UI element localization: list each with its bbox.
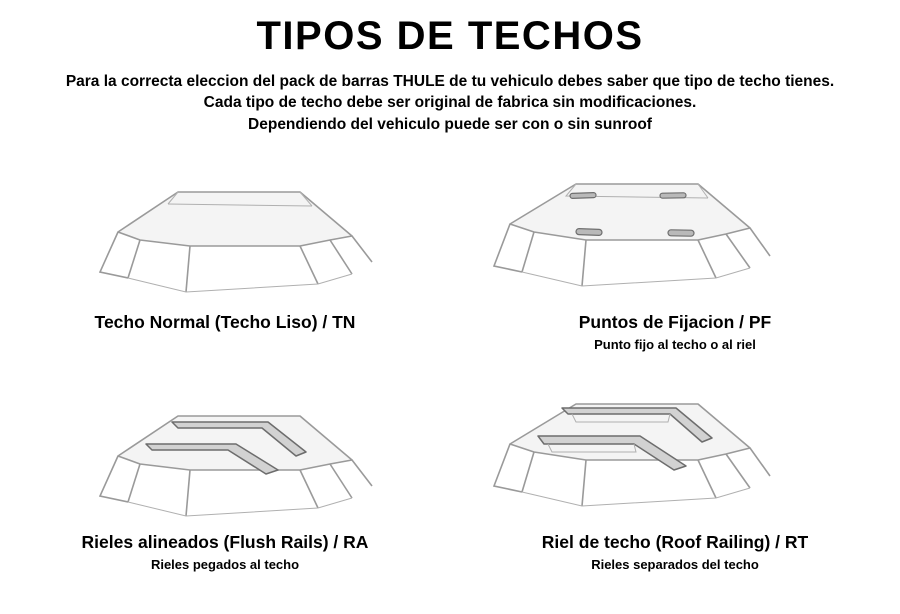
page-title: TIPOS DE TECHOS: [256, 14, 644, 58]
roof-type-grid: [0, 162, 900, 602]
roof-type-caption-ra: Rieles alineados (Flush Rails) / RA: [81, 532, 369, 552]
roof-type-card-pf: [450, 162, 900, 382]
subtitle-line-2: Cada tipo de techo debe ser original de fabrica sin modificaciones.: [203, 94, 697, 112]
subtitle-line-1: Para la correcta eleccion del pack de barras THULE de tu vehiculo debes saber que tipo de techo tienes.: [65, 73, 835, 90]
roof-type-card-ra: [0, 382, 450, 602]
subtitle-block: [22, 71, 878, 135]
flush-rails-roof-diagram: [0, 382, 450, 534]
roof-type-subcaption-ra: Rieles pegados al techo: [150, 557, 300, 572]
roof-type-caption-pf: Puntos de Fijacion / PF: [578, 312, 772, 332]
plain-roof-diagram: [0, 162, 450, 314]
poster: [0, 14, 900, 614]
roof-type-card-rt: [450, 382, 900, 602]
roof-type-subcaption-pf: Punto fijo al techo o al riel: [594, 337, 756, 352]
roof-type-card-tn: [0, 162, 450, 382]
roof-type-caption-rt: Riel de techo (Roof Railing) / RT: [541, 532, 809, 552]
roof-type-subcaption-rt: Rieles separados del techo: [591, 557, 759, 572]
subtitle-line-3: Dependiendo del vehiculo puede ser con o sin sunroof: [248, 115, 652, 133]
fixpoint-roof-diagram: [450, 162, 900, 314]
roof-type-caption-tn: Techo Normal (Techo Liso) / TN: [94, 312, 356, 332]
roof-railing-diagram: [450, 382, 900, 534]
